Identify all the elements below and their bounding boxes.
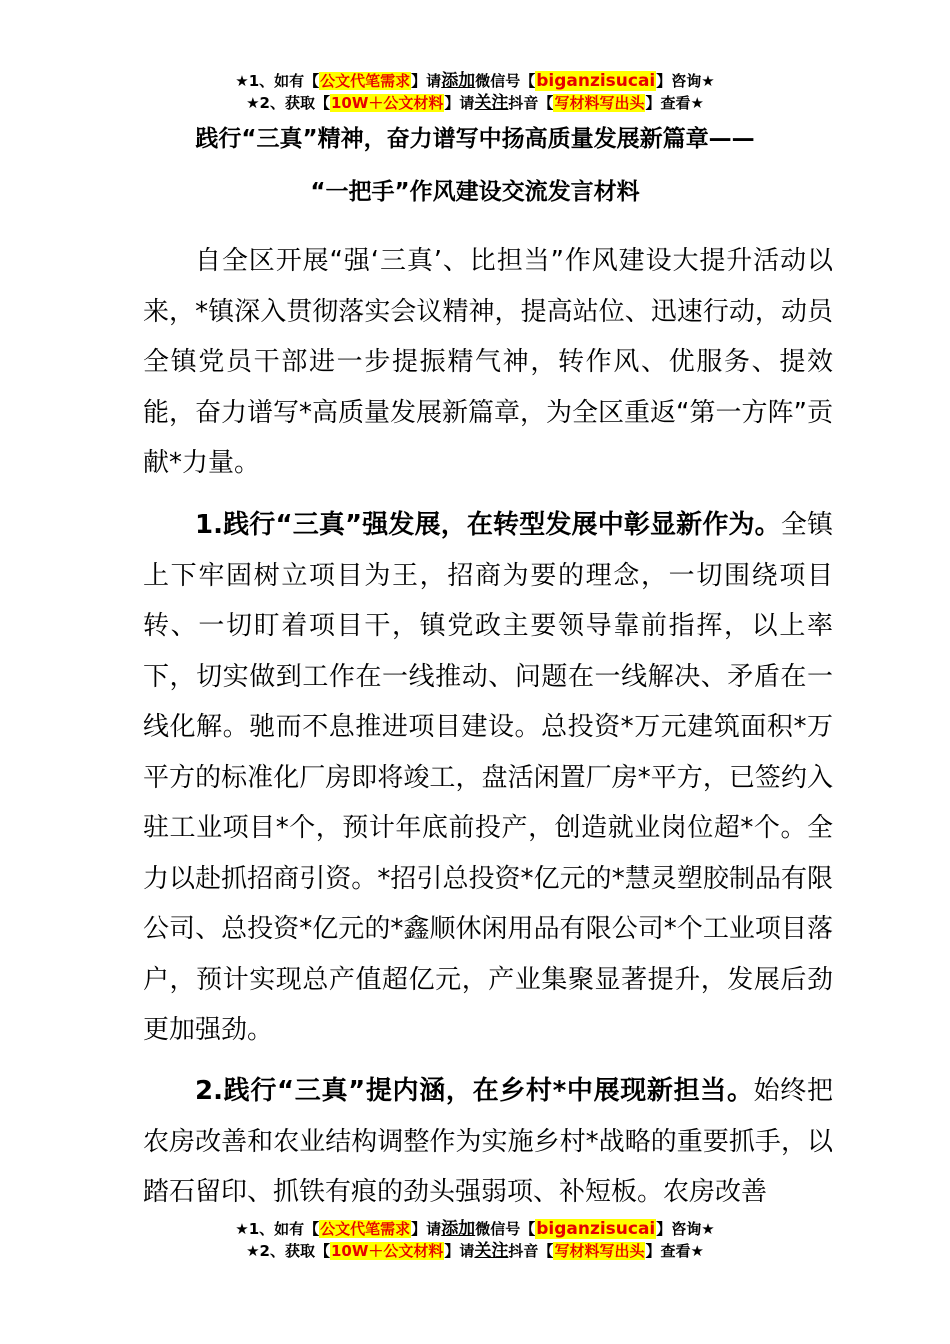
paragraph-text: 自全区开展“强‘三真’、比担当”作风建设大提升活动以来，*镇深入贯彻落实会议精神，提高站位、迅速行动，动员全镇党员干部进一步提振精气神，转作风、优服务、提效能，奋力谱写*高质量发展新篇章，为全区重返“第一方阵”贡献*力量。: [143, 246, 833, 478]
banner-text: 】查看★: [645, 1242, 704, 1260]
banner-text: ★2、获取【: [246, 1242, 330, 1260]
banner-highlight: 写材料写出头: [554, 94, 645, 112]
bottom-banner: [0, 1218, 950, 1262]
banner-text: 】查看★: [645, 94, 704, 112]
banner-text: 微信号【: [475, 72, 536, 90]
banner-underline: 添加: [441, 71, 476, 91]
section-heading: 1.践行“三真”强发展，在转型发展中彰显新作为。: [195, 510, 781, 540]
paragraph-section-2: [143, 1066, 833, 1218]
banner-text: ★1、如有【: [235, 72, 320, 90]
banner-text: 】咨询★: [656, 1220, 715, 1238]
top-banner: [0, 70, 950, 114]
banner-line-2: [0, 1240, 950, 1262]
banner-text: 抖音【: [508, 1242, 554, 1260]
banner-line-2: [0, 92, 950, 114]
document-title-line-1: 践行“三真”精神，奋力谱写中扬高质量发展新篇章——: [195, 126, 755, 152]
banner-text: ★2、获取【: [246, 94, 330, 112]
banner-highlight: 公文代笔需求: [320, 72, 411, 90]
banner-underline: 关注: [474, 1241, 509, 1261]
banner-text: 抖音【: [508, 94, 554, 112]
banner-text: 微信号【: [475, 1220, 536, 1238]
banner-highlight: 写材料写出头: [554, 1242, 645, 1260]
banner-text: 】请: [444, 94, 475, 112]
banner-text: 】请: [411, 72, 442, 90]
banner-text: 】咨询★: [656, 72, 715, 90]
document-title-line-2: “一把手”作风建设交流发言材料: [310, 179, 640, 205]
banner-text: 】请: [411, 1220, 442, 1238]
paragraph-intro: [143, 236, 833, 489]
banner-line-1: [0, 70, 950, 92]
paragraph-text: 始终把农房改善和农业结构调整作为实施乡村*战略的重要抓手，以踏石留印、抓铁有痕的劲头强弱项、补短板。农房改善: [143, 1076, 833, 1207]
paragraph-section-1: [143, 500, 833, 1056]
banner-text: ★1、如有【: [235, 1220, 320, 1238]
paragraph-text: 全镇上下牢固树立项目为王，招商为要的理念，一切围绕项目转、一切盯着项目干，镇党政主要领导靠前指挥，以上率下，切实做到工作在一线推动、问题在一线解决、矛盾在一线化解。驰而不息推进项目建设。总投资*万元建筑面积*万平方的标准化厂房即将竣工，盘活闲置厂房*平方，已签约入驻工业项目*个，预计年底前投产，创造就业岗位超*个。全力以赴抓招商引资。*招引总投资*亿元的*慧灵塑胶制品有限公司、总投资*亿元的*鑫顺休闲用品有限公司*个工业项目落户，预计实现总产值超亿元，产业集聚显著提升，发展后劲更加强劲。: [143, 510, 833, 1045]
banner-line-1: [0, 1218, 950, 1240]
banner-underline: 关注: [474, 93, 509, 113]
banner-highlight: 10W＋公文材料: [330, 1242, 444, 1260]
banner-highlight: 10W＋公文材料: [330, 94, 444, 112]
banner-highlight: biganzisucai: [536, 71, 656, 91]
banner-underline: 添加: [441, 1219, 476, 1239]
banner-highlight: 公文代笔需求: [320, 1220, 411, 1238]
section-heading: 2.践行“三真”提内涵，在乡村*中展现新担当。: [195, 1076, 754, 1106]
banner-text: 】请: [444, 1242, 475, 1260]
banner-highlight: biganzisucai: [536, 1219, 656, 1239]
